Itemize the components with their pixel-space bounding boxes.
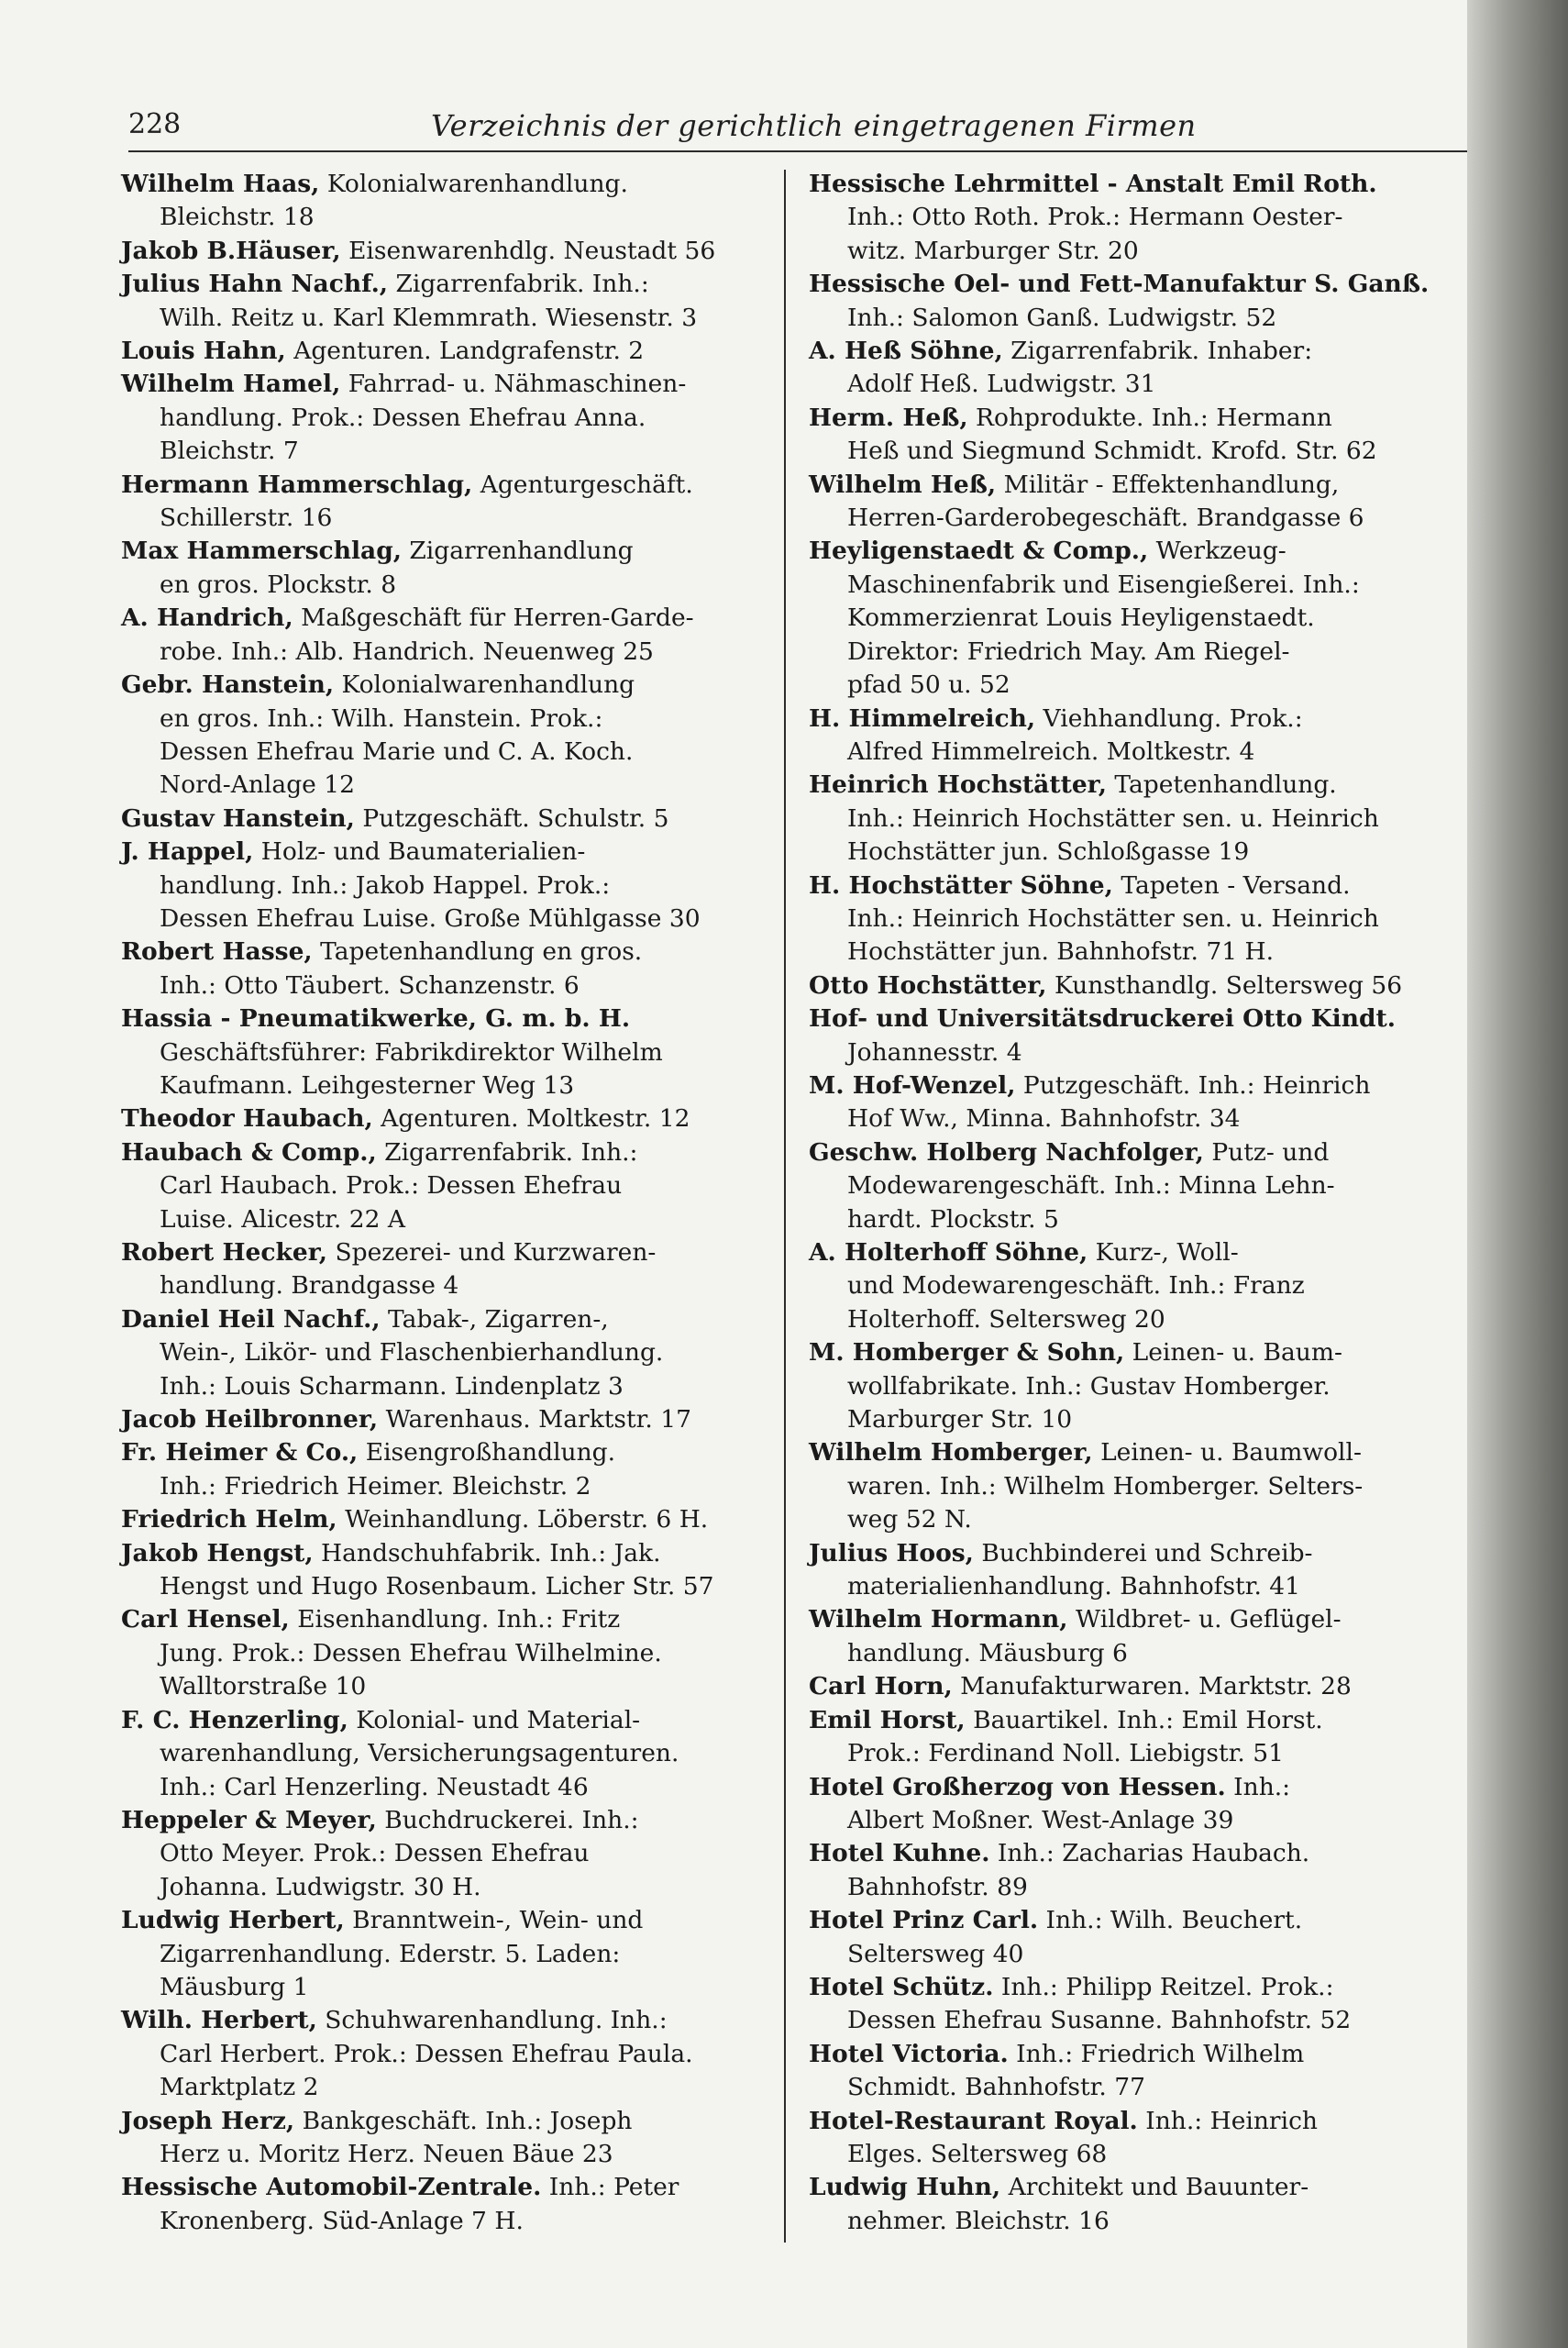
book-edge xyxy=(1467,0,1568,2348)
entry-line: M. Hof-Wenzel, Putzgeschäft. Inh.: Heinrich xyxy=(809,1070,1371,1100)
firm-name: Fr. Heimer & Co., xyxy=(121,1438,359,1468)
entry-line: Kronenberg. Süd-Anlage 7 H. xyxy=(160,2206,524,2235)
directory-entry xyxy=(121,936,763,1002)
entry-line: Hotel Schütz. Inh.: Philipp Reitzel. Prok.: xyxy=(809,1972,1334,2001)
entry-line: Dessen Ehefrau Marie und C. A. Koch. xyxy=(160,737,634,766)
entry-line: Wilhelm Homberger, Leinen- u. Baumwoll- xyxy=(809,1438,1362,1468)
firm-name: A. Holterhoff Söhne, xyxy=(809,1238,1088,1267)
entry-line: Hermann Hammerschlag, Agenturgeschäft. xyxy=(121,470,693,499)
firm-name: Hotel Großherzog von Hessen. xyxy=(809,1772,1226,1801)
entry-line: en gros. Inh.: Wilh. Hanstein. Prok.: xyxy=(160,703,603,733)
entry-line: handlung. Mäusburg 6 xyxy=(847,1638,1128,1667)
entry-line: waren. Inh.: Wilhelm Homberger. Selters- xyxy=(847,1471,1364,1501)
firm-name: Heppeler & Meyer, xyxy=(121,1805,377,1834)
entry-line: Wilh. Reitz u. Karl Klemmrath. Wiesenstr. 3 xyxy=(160,303,698,332)
firm-name: Herm. Heß, xyxy=(809,403,968,432)
entry-line: Jung. Prok.: Dessen Ehefrau Wilhelmine. xyxy=(160,1638,662,1667)
entry-line: Wilhelm Heß, Militär - Effektenhandlung, xyxy=(809,470,1340,499)
entry-line: M. Homberger & Sohn, Leinen- u. Baum- xyxy=(809,1338,1342,1368)
firm-name: Wilhelm Hormann, xyxy=(809,1605,1068,1634)
directory-entry xyxy=(809,1837,1451,1904)
entry-line: F. C. Henzerling, Kolonial- und Material- xyxy=(121,1705,641,1734)
entry-line: Johanna. Ludwigstr. 30 H. xyxy=(160,1872,481,1901)
directory-entry xyxy=(809,2038,1451,2105)
directory-entry xyxy=(121,535,763,602)
entry-line: Bleichstr. 18 xyxy=(160,203,315,232)
directory-entry xyxy=(809,769,1451,869)
entry-line: Ludwig Huhn, Architekt und Bauunter- xyxy=(809,2173,1309,2202)
directory-entry xyxy=(121,669,763,803)
entry-line: Hotel Victoria. Inh.: Friedrich Wilhelm xyxy=(809,2039,1305,2068)
directory-entry xyxy=(809,969,1451,1002)
directory-entry xyxy=(121,1436,763,1503)
firm-name: Gebr. Hanstein, xyxy=(121,670,335,700)
directory-entry xyxy=(809,1336,1451,1436)
entry-line: Schillerstr. 16 xyxy=(160,504,333,533)
entry-line: Wilhelm Hamel, Fahrrad- u. Nähmaschinen- xyxy=(121,370,687,399)
entry-line: A. Holterhoff Söhne, Kurz-, Woll- xyxy=(809,1238,1239,1267)
firm-name: Hotel Kuhne. xyxy=(809,1839,990,1868)
firm-name: Haubach & Comp., xyxy=(121,1137,377,1167)
directory-entry xyxy=(121,335,763,368)
entry-line: Heß und Siegmund Schmidt. Krofd. Str. 62 xyxy=(847,437,1377,466)
firm-name: Robert Hasse, xyxy=(121,937,313,967)
directory-entry xyxy=(121,1603,763,1703)
directory-entry xyxy=(121,602,763,669)
entry-line: Wilhelm Haas, Kolonialwarenhandlung. xyxy=(121,170,628,198)
directory-entry xyxy=(809,1704,1451,1771)
directory-entry xyxy=(809,535,1451,702)
firm-name: Wilhelm Homberger, xyxy=(809,1438,1093,1468)
directory-entry xyxy=(809,869,1451,969)
entry-line: Kommerzienrat Louis Heyligenstaedt. xyxy=(847,604,1315,633)
directory-entry xyxy=(809,1069,1451,1136)
entry-line: Herm. Heß, Rohprodukte. Inh.: Hermann xyxy=(809,403,1332,432)
entry-line: Alfred Himmelreich. Moltkestr. 4 xyxy=(847,737,1255,766)
firm-name: Hotel Victoria. xyxy=(809,2039,1009,2068)
firm-name: Emil Horst, xyxy=(809,1705,966,1734)
entry-line: Kaufmann. Leihgesterner Weg 13 xyxy=(160,1070,575,1100)
entry-line: Prok.: Ferdinand Noll. Liebigstr. 51 xyxy=(847,1739,1285,1768)
entry-line: nehmer. Bleichstr. 16 xyxy=(847,2206,1110,2235)
directory-entry xyxy=(809,1904,1451,1971)
entry-line: Luise. Alicestr. 22 A xyxy=(160,1204,406,1234)
entry-line xyxy=(809,168,1451,201)
directory-entry xyxy=(809,469,1451,536)
entry-line: Geschäftsführer: Fabrikdirektor Wilhelm xyxy=(160,1037,663,1067)
entry-line: Carl Haubach. Prok.: Dessen Ehefrau xyxy=(160,1171,623,1201)
directory-entry xyxy=(809,1236,1451,1336)
directory-entry xyxy=(121,1503,763,1536)
entry-line: Joseph Herz, Bankgeschäft. Inh.: Joseph xyxy=(121,2106,633,2135)
entry-line: Max Hammerschlag, Zigarrenhandlung xyxy=(121,537,634,566)
entry-line: Dessen Ehefrau Luise. Große Mühlgasse 30 xyxy=(160,903,701,933)
entry-line xyxy=(809,1002,1451,1036)
directory-entry xyxy=(809,268,1451,335)
entry-line: Inh.: Otto Täubert. Schanzenstr. 6 xyxy=(160,970,580,1000)
firm-name: Carl Hensel, xyxy=(121,1605,290,1634)
entry-line: Robert Hecker, Spezerei- und Kurzwaren- xyxy=(121,1238,657,1267)
entry-line: Hochstätter jun. Bahnhofstr. 71 H. xyxy=(847,937,1275,967)
running-title: Verzeichnis der gerichtlich eingetragenen Firmen xyxy=(431,108,1197,143)
entry-line: Nord-Anlage 12 xyxy=(160,770,355,800)
firm-name: Hotel Prinz Carl. xyxy=(809,1906,1039,1935)
directory-entry xyxy=(121,1804,763,1904)
entry-line: Hotel Prinz Carl. Inh.: Wilh. Beuchert. xyxy=(809,1906,1303,1935)
firm-name: Robert Hecker, xyxy=(121,1238,328,1267)
entry-line: handlung. Brandgasse 4 xyxy=(160,1271,459,1301)
entry-line: Fr. Heimer & Co., Eisengroßhandlung. xyxy=(121,1438,616,1468)
entry-line: materialienhandlung. Bahnhofstr. 41 xyxy=(847,1572,1301,1601)
page-number: 228 xyxy=(128,108,182,140)
entry-line: Otto Meyer. Prok.: Dessen Ehefrau xyxy=(160,1839,590,1868)
firm-name: Max Hammerschlag, xyxy=(121,537,402,566)
directory-entry xyxy=(121,2105,763,2172)
directory-entry xyxy=(121,1303,763,1403)
entry-line: Jakob B.Häuser, Eisenwarenhdlg. Neustadt 56 xyxy=(121,236,716,265)
entry-line: Hessische Automobil-Zentrale. Inh.: Peter xyxy=(121,2173,679,2202)
directory-entry xyxy=(121,2004,763,2104)
entry-line: Robert Hasse, Tapetenhandlung en gros. xyxy=(121,937,643,967)
entry-line: Johannesstr. 4 xyxy=(847,1037,1022,1067)
directory-entry xyxy=(809,2105,1451,2172)
left-column xyxy=(121,168,763,2238)
firm-name: Hessische Automobil-Zentrale. xyxy=(121,2173,542,2202)
entry-line: Hengst und Hugo Rosenbaum. Licher Str. 57 xyxy=(160,1572,714,1601)
entry-line: Heinrich Hochstätter, Tapetenhandlung. xyxy=(809,770,1337,800)
firm-name: Hotel-Restaurant Royal. xyxy=(809,2106,1138,2135)
directory-entry xyxy=(121,1403,763,1436)
firm-name: A. Handrich, xyxy=(121,604,293,633)
firm-name: Hessische Oel- und Fett-Manufaktur S. Ganß. xyxy=(809,270,1430,299)
entry-line: H. Himmelreich, Viehhandlung. Prok.: xyxy=(809,703,1303,733)
firm-name: H. Himmelreich, xyxy=(809,703,1036,733)
entry-line: Louis Hahn, Agenturen. Landgrafenstr. 2 xyxy=(121,337,645,366)
firm-name: Hessische Lehrmittel - Anstalt Emil Roth. xyxy=(809,170,1377,198)
firm-name: J. Happel, xyxy=(121,837,254,867)
firm-name: Geschw. Holberg Nachfolger, xyxy=(809,1137,1204,1167)
entry-line: Inh.: Heinrich Hochstätter sen. u. Heinrich xyxy=(847,803,1379,833)
entry-line: Inh.: Salomon Ganß. Ludwigstr. 52 xyxy=(847,303,1277,332)
firm-name: Friedrich Helm, xyxy=(121,1505,337,1534)
entry-line: Schmidt. Bahnhofstr. 77 xyxy=(847,2073,1145,2102)
directory-entry xyxy=(121,1102,763,1135)
directory-entry xyxy=(121,1537,763,1604)
firm-name: Hassia - Pneumatikwerke, G. m. b. H. xyxy=(121,1004,631,1034)
entry-line: und Modewarengeschäft. Inh.: Franz xyxy=(847,1271,1305,1301)
firm-name: Ludwig Herbert, xyxy=(121,1906,345,1935)
firm-name: Daniel Heil Nachf., xyxy=(121,1304,381,1334)
directory-entry xyxy=(809,335,1451,402)
entry-line: Inh.: Otto Roth. Prok.: Hermann Oester- xyxy=(847,203,1343,232)
entry-line: warenhandlung, Versicherungsagenturen. xyxy=(160,1739,679,1768)
entry-line xyxy=(121,1002,763,1036)
entry-line: Otto Hochstätter, Kunsthandlg. Seltersweg 56 xyxy=(809,970,1403,1000)
entry-line: Hotel Kuhne. Inh.: Zacharias Haubach. xyxy=(809,1839,1310,1868)
directory-entry xyxy=(809,1670,1451,1703)
entry-line: Hotel Großherzog von Hessen. Inh.: xyxy=(809,1772,1291,1801)
entry-line: robe. Inh.: Alb. Handrich. Neuenweg 25 xyxy=(160,637,654,666)
firm-name: Carl Horn, xyxy=(809,1672,953,1701)
firm-name: Wilhelm Haas, xyxy=(121,170,320,198)
entry-line: Albert Moßner. West-Anlage 39 xyxy=(847,1805,1234,1834)
directory-entry xyxy=(121,268,763,335)
entry-line: weg 52 N. xyxy=(847,1505,972,1534)
firm-name: Julius Hoos, xyxy=(809,1538,974,1567)
firm-name: Jakob Hengst, xyxy=(121,1538,314,1567)
firm-name: Julius Hahn Nachf., xyxy=(121,270,389,299)
entry-line: handlung. Inh.: Jakob Happel. Prok.: xyxy=(160,870,611,900)
entry-line: A. Handrich, Maßgeschäft für Herren-Garde- xyxy=(121,604,694,633)
firm-name: Jacob Heilbronner, xyxy=(121,1405,379,1434)
entry-line: handlung. Prok.: Dessen Ehefrau Anna. xyxy=(160,403,646,432)
firm-name: Heyligenstaedt & Comp., xyxy=(809,537,1149,566)
directory-entry xyxy=(121,2171,763,2238)
firm-name: Louis Hahn, xyxy=(121,337,286,366)
entry-line: Ludwig Herbert, Branntwein-, Wein- und xyxy=(121,1906,644,1935)
entry-line: Julius Hoos, Buchbinderei und Schreib- xyxy=(809,1538,1313,1567)
firm-name: Heinrich Hochstätter, xyxy=(809,770,1107,800)
entry-line: Carl Herbert. Prok.: Dessen Ehefrau Paula. xyxy=(160,2039,693,2068)
entry-line: Inh.: Heinrich Hochstätter sen. u. Heinrich xyxy=(847,903,1379,933)
firm-name: Ludwig Huhn, xyxy=(809,2173,1001,2202)
directory-entry xyxy=(121,803,763,836)
directory-entry xyxy=(121,168,763,235)
entry-line: Hochstätter jun. Schloßgasse 19 xyxy=(847,837,1250,867)
entry-line: Theodor Haubach, Agenturen. Moltkestr. 12 xyxy=(121,1104,690,1134)
entry-line: Modewarengeschäft. Inh.: Minna Lehn- xyxy=(847,1171,1335,1201)
firm-name: Jakob B.Häuser, xyxy=(121,236,341,265)
entry-line: Julius Hahn Nachf., Zigarrenfabrik. Inh.: xyxy=(121,270,649,299)
entry-line: Wein-, Likör- und Flaschenbierhandlung. xyxy=(160,1338,664,1368)
entry-line: Daniel Heil Nachf., Tabak-, Zigarren-, xyxy=(121,1304,609,1334)
directory-entry xyxy=(809,1537,1451,1604)
directory-entry xyxy=(121,1704,763,1804)
entry-line: Friedrich Helm, Weinhandlung. Löberstr. 6 H. xyxy=(121,1505,709,1534)
entry-line: Heppeler & Meyer, Buchdruckerei. Inh.: xyxy=(121,1805,639,1834)
entry-line: Mäusburg 1 xyxy=(160,1972,309,2001)
directory-entry xyxy=(121,1002,763,1102)
page-header xyxy=(128,108,1467,154)
firm-name: Hof- und Universitätsdruckerei Otto Kindt. xyxy=(809,1004,1396,1034)
entry-line: Heyligenstaedt & Comp., Werkzeug- xyxy=(809,537,1286,566)
firm-name: A. Heß Söhne, xyxy=(809,337,1003,366)
entry-line: hardt. Plockstr. 5 xyxy=(847,1204,1059,1234)
directory-entry xyxy=(809,1771,1451,1838)
directory-entry xyxy=(809,1002,1451,1069)
entry-line: Elges. Seltersweg 68 xyxy=(847,2139,1108,2168)
entry-line: Carl Hensel, Eisenhandlung. Inh.: Fritz xyxy=(121,1605,621,1634)
entry-line: Seltersweg 40 xyxy=(847,1939,1024,1968)
entry-line: Zigarrenhandlung. Ederstr. 5. Laden: xyxy=(160,1939,621,1968)
directory-entry xyxy=(121,469,763,536)
entry-line: Bleichstr. 7 xyxy=(160,437,299,466)
right-column xyxy=(809,168,1451,2238)
directory-entry xyxy=(121,1236,763,1303)
entry-line: Maschinenfabrik und Eisengießerei. Inh.: xyxy=(847,570,1360,599)
entry-line: Hof Ww., Minna. Bahnhofstr. 34 xyxy=(847,1104,1241,1134)
entry-line: Gebr. Hanstein, Kolonialwarenhandlung xyxy=(121,670,635,700)
directory-entry xyxy=(121,368,763,468)
firm-name: Wilhelm Hamel, xyxy=(121,370,341,399)
entry-line: Wilh. Herbert, Schuhwarenhandlung. Inh.: xyxy=(121,2006,668,2035)
firm-name: Hermann Hammerschlag, xyxy=(121,470,473,499)
entry-line: Hotel-Restaurant Royal. Inh.: Heinrich xyxy=(809,2106,1318,2135)
firm-name: Wilhelm Heß, xyxy=(809,470,997,499)
entry-line: Dessen Ehefrau Susanne. Bahnhofstr. 52 xyxy=(847,2006,1352,2035)
directory-entry xyxy=(121,1136,763,1236)
entry-line: Inh.: Friedrich Heimer. Bleichstr. 2 xyxy=(160,1471,591,1501)
directory-entry xyxy=(809,1971,1451,2038)
directory-entry xyxy=(809,168,1451,268)
entry-line: Geschw. Holberg Nachfolger, Putz- und xyxy=(809,1137,1330,1167)
entry-line: Gustav Hanstein, Putzgeschäft. Schulstr. 5 xyxy=(121,803,669,833)
entry-line: J. Happel, Holz- und Baumaterialien- xyxy=(121,837,586,867)
entry-line: Bahnhofstr. 89 xyxy=(847,1872,1028,1901)
entry-line: en gros. Plockstr. 8 xyxy=(160,570,397,599)
directory-entry xyxy=(809,2171,1451,2238)
firm-name: Hotel Schütz. xyxy=(809,1972,994,2001)
firm-name: F. C. Henzerling, xyxy=(121,1705,348,1734)
directory-entry xyxy=(809,1436,1451,1536)
entry-line: pfad 50 u. 52 xyxy=(847,670,1010,700)
firm-name: Theodor Haubach, xyxy=(121,1104,373,1134)
entry-line: witz. Marburger Str. 20 xyxy=(847,236,1139,265)
entry-line: Inh.: Carl Henzerling. Neustadt 46 xyxy=(160,1772,589,1801)
directory-entry xyxy=(809,1603,1451,1670)
firm-name: M. Homberger & Sohn, xyxy=(809,1338,1125,1368)
entry-line: Wilhelm Hormann, Wildbret- u. Geflügel- xyxy=(809,1605,1342,1634)
entry-line: A. Heß Söhne, Zigarrenfabrik. Inhaber: xyxy=(809,337,1313,366)
firm-name: H. Hochstätter Söhne, xyxy=(809,870,1113,900)
entry-line: Direktor: Friedrich May. Am Riegel- xyxy=(847,637,1290,666)
entry-line: Herren-Garderobegeschäft. Brandgasse 6 xyxy=(847,504,1364,533)
entry-line: Jacob Heilbronner, Warenhaus. Marktstr. 17 xyxy=(121,1405,691,1434)
entry-line: Herz u. Moritz Herz. Neuen Bäue 23 xyxy=(160,2139,613,2168)
entry-line xyxy=(809,268,1451,301)
directory-entry xyxy=(809,1136,1451,1236)
directory-entry xyxy=(121,235,763,268)
entry-line: wollfabrikate. Inh.: Gustav Homberger. xyxy=(847,1371,1331,1401)
directory-entry xyxy=(121,1904,763,2004)
firm-name: Wilh. Herbert, xyxy=(121,2006,317,2035)
entry-line: Marktplatz 2 xyxy=(160,2073,319,2102)
firm-name: Joseph Herz, xyxy=(121,2106,295,2135)
entry-line: H. Hochstätter Söhne, Tapeten - Versand. xyxy=(809,870,1351,900)
entry-line: Carl Horn, Manufakturwaren. Marktstr. 28 xyxy=(809,1672,1352,1701)
entry-line: Marburger Str. 10 xyxy=(847,1405,1073,1434)
entry-line: Holterhoff. Seltersweg 20 xyxy=(847,1304,1165,1334)
directory-entry xyxy=(809,703,1451,770)
firm-name: Otto Hochstätter, xyxy=(809,970,1047,1000)
entry-line: Adolf Heß. Ludwigstr. 31 xyxy=(847,370,1156,399)
column-divider xyxy=(784,170,786,2243)
entry-line: Haubach & Comp., Zigarrenfabrik. Inh.: xyxy=(121,1137,638,1167)
entry-line: Walltorstraße 10 xyxy=(160,1672,367,1701)
entry-line: Jakob Hengst, Handschuhfabrik. Inh.: Jak. xyxy=(121,1538,661,1567)
entry-line: Emil Horst, Bauartikel. Inh.: Emil Horst. xyxy=(809,1705,1323,1734)
entry-line: Inh.: Louis Scharmann. Lindenplatz 3 xyxy=(160,1371,624,1401)
directory-entry xyxy=(809,402,1451,469)
header-rule xyxy=(128,150,1467,152)
firm-name: M. Hof-Wenzel, xyxy=(809,1070,1016,1100)
directory-entry xyxy=(121,836,763,936)
firm-name: Gustav Hanstein, xyxy=(121,803,355,833)
